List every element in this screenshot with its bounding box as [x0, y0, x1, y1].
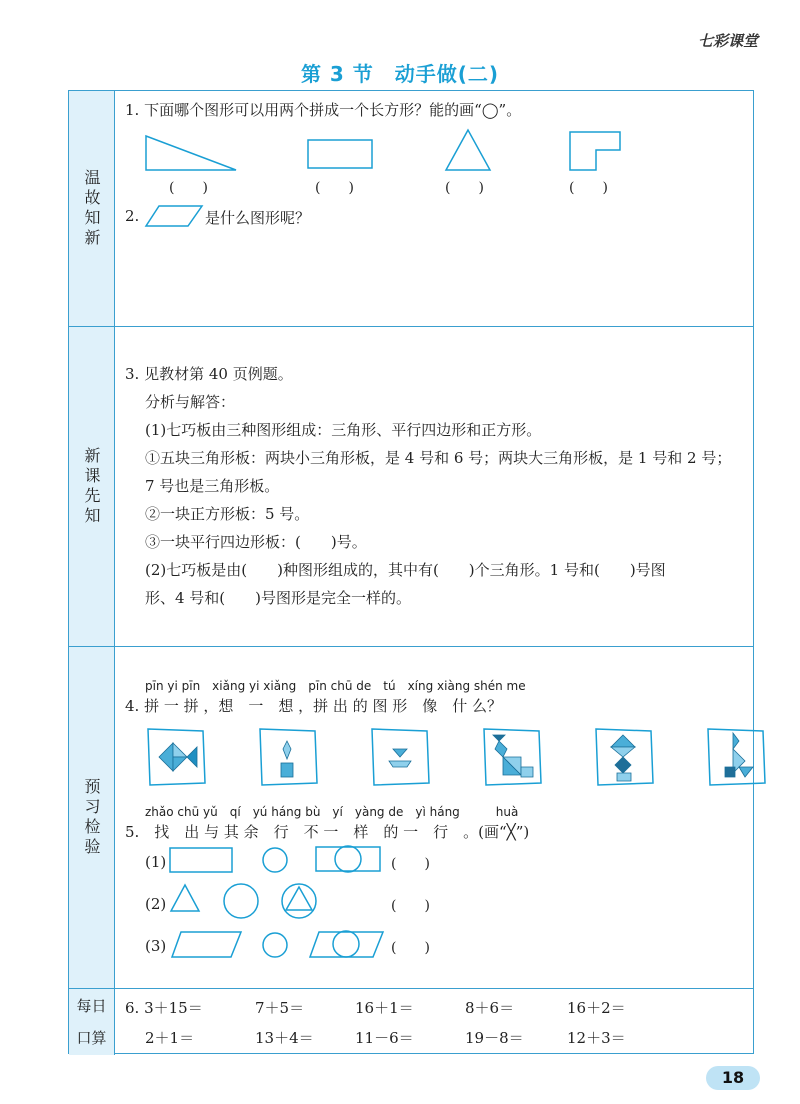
right-triangle-shape [145, 135, 237, 171]
q3-line-8: (2)七巧板是由( )种图形组成的，其中有( )个三角形。1 号和( )号图 [145, 561, 666, 579]
section-review [69, 91, 753, 327]
page-number: 18 [706, 1066, 760, 1090]
q5-text: 5. 找 出 与 其 余 行 不 一 样 的 一 行 。(画“╳”) [125, 823, 530, 841]
worksheet-frame [68, 90, 754, 1054]
q3-line-9: 形、4 号和( )号图形是完全一样的。 [145, 589, 412, 607]
q5-row1-rectangle [169, 847, 235, 875]
q5-pinyin: zhǎo chū yǔ qí yú háng bù yí yàng de yì háng huà [145, 805, 519, 819]
q3-line-7: ③一块平行四边形板：( )号。 [145, 533, 367, 551]
arith-10: 12＋3＝ [567, 1029, 626, 1047]
q3-line-1: 3. 见教材第 40 页例题。 [125, 365, 293, 383]
section-label-review: 温故知新 [69, 91, 115, 326]
tangram-house-icon [593, 727, 655, 787]
q3-line-3: (1)七巧板由三种图形组成：三角形、平行四边形和正方形。 [145, 421, 542, 439]
arith-7: 13＋4＝ [255, 1029, 314, 1047]
answer-blank-3[interactable]: ( ) [445, 180, 484, 196]
section-label-preview: 新课先知 [69, 327, 115, 646]
q5-answer-blank-3[interactable]: ( ) [391, 940, 430, 956]
section-daily [69, 989, 753, 1055]
arith-1: 6. 3＋15＝ [125, 999, 203, 1017]
answer-blank-4[interactable]: ( ) [569, 180, 608, 196]
q5-row-3-label: (3) [145, 937, 167, 955]
section-check [69, 647, 753, 989]
section-label-check: 预习检验 [69, 647, 115, 988]
q5-row3-circle [261, 931, 289, 959]
l-shape [569, 131, 621, 171]
question-2-text: 是什么图形呢？ [205, 209, 311, 227]
brand-logo: 七彩课堂 [697, 32, 758, 50]
arith-6: 2＋1＝ [145, 1029, 195, 1047]
q3-line-4: ①五块三角形板：两块小三角形板，是 4 号和 6 号；两块大三角形板，是 1 号和 2 号； [145, 449, 732, 467]
q5-row-2-label: (2) [145, 895, 167, 913]
q3-line-6: ②一块正方形板：5 号。 [145, 505, 310, 523]
q5-row-1-label: (1) [145, 853, 167, 871]
page-title: 第 3 节 动手做(二) [300, 62, 500, 86]
arith-8: 11－6＝ [355, 1029, 414, 1047]
parallelogram-shape [145, 205, 203, 227]
section-label-daily: 每日 口算 [69, 989, 115, 1055]
answer-blank-2[interactable]: ( ) [315, 180, 354, 196]
section-preview [69, 327, 753, 647]
q3-line-5: 7 号也是三角形板。 [145, 477, 280, 495]
q5-row2-triangle [169, 883, 201, 913]
question-2-number: 2. [125, 207, 140, 225]
tangram-bird-icon [705, 727, 767, 787]
isosceles-triangle-shape [445, 129, 491, 171]
tangram-fish-icon [145, 727, 207, 787]
arith-2: 7＋5＝ [255, 999, 305, 1017]
question-1-text: 1. 下面哪个图形可以用两个拼成一个长方形？能的画“◯”。 [125, 101, 522, 119]
q5-answer-blank-1[interactable]: ( ) [391, 856, 430, 872]
q4-pinyin: pīn yi pīn xiǎng yi xiǎng pīn chū de tú xíng xiàng shén me [145, 679, 526, 693]
arith-5: 16＋2＝ [567, 999, 626, 1017]
q5-row1-rect-with-circle [315, 845, 383, 875]
tangram-candle-icon [257, 727, 319, 787]
q5-row3-parallelogram [171, 931, 243, 959]
arith-4: 8＋6＝ [465, 999, 515, 1017]
q5-row3-parallelogram-with-circle [309, 930, 385, 960]
arith-9: 19－8＝ [465, 1029, 524, 1047]
tangram-boat-icon [369, 727, 431, 787]
q5-row2-circle-with-triangle [281, 883, 317, 919]
q4-text: 4. 拼 一 拼 ，想 一 想 ，拼 出 的 图 形 像 什 么？ [125, 697, 502, 715]
rectangle-shape [307, 139, 373, 169]
tangram-swan-icon [481, 727, 543, 787]
q3-line-2: 分析与解答： [145, 393, 236, 411]
arith-3: 16＋1＝ [355, 999, 414, 1017]
q5-row1-circle [261, 846, 289, 874]
q5-row2-circle [223, 883, 259, 919]
q5-answer-blank-2[interactable]: ( ) [391, 898, 430, 914]
answer-blank-1[interactable]: ( ) [169, 180, 208, 196]
